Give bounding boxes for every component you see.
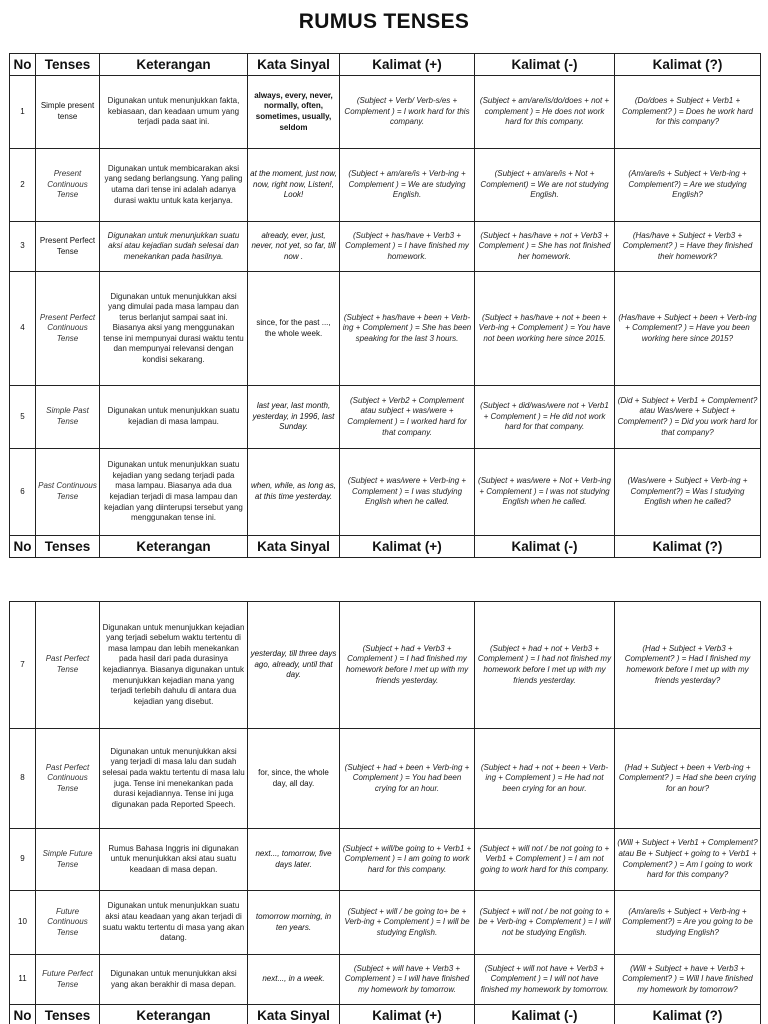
header-kalimat-negatif: Kalimat (-) — [475, 536, 615, 558]
kalimat-positif-cell: (Subject + was/were + Verb-ing + Complement ) = I was studying English when he called. — [340, 449, 475, 536]
kalimat-positif-cell: (Subject + had + Verb3 + Complement ) = I had finished my homework before I met up with my friends yesterday. — [340, 602, 475, 729]
keterangan-cell: Digunakan untuk menunjukkan aksi yang terjadi di masa lalu dan sudah selesai pada waktu tertentu di masa lalu juga. Tense ini menekankan pada durasi kejadiannya. Tense ini juga digunakan pada Reported Speech. — [100, 729, 248, 829]
kalimat-positif-cell: (Subject + had + been + Verb-ing + Complement ) = You had been crying for an hour. — [340, 729, 475, 829]
row-number: 3 — [10, 222, 36, 272]
kalimat-negatif-cell: (Subject + did/was/were not + Verb1 + Complement ) = He did not work hard for that company. — [475, 386, 615, 449]
row-number: 4 — [10, 272, 36, 386]
tenses-table-1 — [9, 53, 761, 558]
header-no: No — [10, 536, 36, 558]
kata-sinyal-cell: yesterday, till three days ago, already, until that day. — [248, 602, 340, 729]
kata-sinyal-cell: for, since, the whole day, all day. — [248, 729, 340, 829]
kalimat-tanya-cell: (Did + Subject + Verb1 + Complement? atau Was/were + Subject + Complement? ) = Did you work hard for that company? — [615, 386, 761, 449]
kalimat-tanya-cell: (Am/are/is + Subject + Verb-ing + Complement?) = Are you going to be studying English? — [615, 891, 761, 955]
header-tenses: Tenses — [36, 536, 100, 558]
kalimat-positif-cell: (Subject + will/be going to + Verb1 + Complement ) = I am going to work hard for this company. — [340, 829, 475, 891]
kalimat-negatif-cell: (Subject + will not have + Verb3 + Complement ) = I will not have finished my homework by tomorrow. — [475, 955, 615, 1005]
table-row — [10, 76, 761, 149]
kalimat-tanya-cell: (Was/were + Subject + Verb-ing + Complement?) = Was I studying English when he called? — [615, 449, 761, 536]
kalimat-negatif-cell: (Subject + has/have + not + been + Verb-ing + Complement ) = You have not been working here since 2015. — [475, 272, 615, 386]
tense-name: Future Perfect Tense — [36, 955, 100, 1005]
table-row — [10, 149, 761, 222]
kalimat-tanya-cell: (Had + Subject + been + Verb-ing + Complement? ) = Had she been crying for an hour? — [615, 729, 761, 829]
header-tenses: Tenses — [36, 54, 100, 76]
keterangan-cell: Digunakan untuk menunjukkan aksi yang dimulai pada masa lampau dan terus berlanjut sampai saat ini. Biasanya aksi yang menggunakan tense ini mempunyai durasi waktu tentu dan mempunyai relevansi dengan kondisi sekarang. — [100, 272, 248, 386]
table-row — [10, 386, 761, 449]
kata-sinyal-cell: always, every, never, normally, often, sometimes, usually, seldom — [248, 76, 340, 149]
row-number: 11 — [10, 955, 36, 1005]
row-number: 9 — [10, 829, 36, 891]
keterangan-cell: Digunakan untuk menunjukkan suatu kejadian di masa lampau. — [100, 386, 248, 449]
page-title: RUMUS TENSES — [298, 10, 470, 33]
header-kata-sinyal: Kata Sinyal — [248, 1005, 340, 1024]
header-no: No — [10, 54, 36, 76]
header-keterangan: Keterangan — [100, 1005, 248, 1024]
kalimat-tanya-cell: (Do/does + Subject + Verb1 + Complement? ) = Does he work hard for this company? — [615, 76, 761, 149]
kata-sinyal-cell: tomorrow morning, in ten years. — [248, 891, 340, 955]
keterangan-cell: Digunakan untuk membicarakan aksi yang sedang berlangsung. Yang paling utama dari tense ini adalah adanya durasi waktu untuk kata kerjanya. — [100, 149, 248, 222]
header-kalimat-positif: Kalimat (+) — [340, 54, 475, 76]
kalimat-tanya-cell: (Has/have + Subject + been + Verb-ing + Complement? ) = Have you been working here since 2015? — [615, 272, 761, 386]
row-number: 1 — [10, 76, 36, 149]
header-keterangan: Keterangan — [100, 54, 248, 76]
kalimat-positif-cell: (Subject + am/are/is + Verb-ing + Complement ) = We are studying English. — [340, 149, 475, 222]
keterangan-cell: Rumus Bahasa Inggris ini digunakan untuk menunjukkan aksi atau suatu keadaan di masa depan. — [100, 829, 248, 891]
kalimat-positif-cell: (Subject + will / be going to+ be + Verb-ing + Complement ) = I will be studying English. — [340, 891, 475, 955]
header-kalimat-tanya: Kalimat (?) — [615, 1005, 761, 1024]
row-number: 10 — [10, 891, 36, 955]
tense-name: Past Continuous Tense — [36, 449, 100, 536]
keterangan-cell: Digunakan untuk menunjukkan kejadian yang terjadi sebelum waktu tertentu di masa lampau dan lebih menekankan pada hasil dari pada durasinya kejadiannya. Biasanya digunakan untuk menunjukkan kejadian mana yang terjadi terlebih dahulu di antara dua kejadian yang disebut. — [100, 602, 248, 729]
tenses-table-2 — [9, 601, 761, 1024]
kalimat-tanya-cell: (Had + Subject + Verb3 + Complement? ) = Had I finished my homework before I met up with my friends yesterday? — [615, 602, 761, 729]
header-row-top — [10, 54, 761, 76]
tense-name: Simple Past Tense — [36, 386, 100, 449]
tense-name: Simple present tense — [36, 76, 100, 149]
keterangan-cell: Digunakan untuk menunjukkan fakta, kebiasaan, dan keadaan umum yang terjadi pada saat ini. — [100, 76, 248, 149]
kalimat-negatif-cell: (Subject + has/have + not + Verb3 + Complement ) = She has not finished her homework. — [475, 222, 615, 272]
kalimat-negatif-cell: (Subject + am/are/is + Not + Complement) = We are not studying English. — [475, 149, 615, 222]
table-row — [10, 449, 761, 536]
tense-name: Past Perfect Continuous Tense — [36, 729, 100, 829]
header-kalimat-positif: Kalimat (+) — [340, 1005, 475, 1024]
kalimat-negatif-cell: (Subject + will not / be not going to + be + Verb-ing + Complement ) = I will not be studying English. — [475, 891, 615, 955]
kalimat-positif-cell: (Subject + has/have + Verb3 + Complement ) = I have finished my homework. — [340, 222, 475, 272]
header-kalimat-positif: Kalimat (+) — [340, 536, 475, 558]
header-kalimat-tanya: Kalimat (?) — [615, 536, 761, 558]
row-number: 8 — [10, 729, 36, 829]
tense-name: Future Continuous Tense — [36, 891, 100, 955]
kalimat-negatif-cell: (Subject + had + not + been + Verb-ing + Complement ) = He had not been crying for an hour. — [475, 729, 615, 829]
kata-sinyal-cell: next..., in a week. — [248, 955, 340, 1005]
tense-name: Simple Future Tense — [36, 829, 100, 891]
kalimat-negatif-cell: (Subject + had + not + Verb3 + Complement ) = I had not finished my homework before I met up with my friends yesterday. — [475, 602, 615, 729]
kata-sinyal-cell: since, for the past ..., the whole week. — [248, 272, 340, 386]
kata-sinyal-cell: next..., tomorrow, five days later. — [248, 829, 340, 891]
header-kata-sinyal: Kata Sinyal — [248, 54, 340, 76]
table-row — [10, 602, 761, 729]
kalimat-tanya-cell: (Will + Subject + Verb1 + Complement? atau Be + Subject + going to + Verb1 + Complement? ) = Am I going to work hard for this company? — [615, 829, 761, 891]
tense-name: Past Perfect Tense — [36, 602, 100, 729]
header-no: No — [10, 1005, 36, 1024]
kalimat-positif-cell: (Subject + will have + Verb3 + Complement ) = I will have finished my homework by tomorrow. — [340, 955, 475, 1005]
kalimat-negatif-cell: (Subject + will not / be not going to + Verb1 + Complement ) = I am not going to work hard for this company. — [475, 829, 615, 891]
kalimat-tanya-cell: (Has/have + Subject + Verb3 + Complement? ) = Have they finished their homework? — [615, 222, 761, 272]
header-keterangan: Keterangan — [100, 536, 248, 558]
header-row-bottom — [10, 1005, 761, 1024]
header-row-bottom — [10, 536, 761, 558]
table-row — [10, 729, 761, 829]
table-row — [10, 891, 761, 955]
table-row — [10, 955, 761, 1005]
row-number: 2 — [10, 149, 36, 222]
keterangan-cell: Digunakan untuk menunjukkan aksi yang akan berakhir di masa depan. — [100, 955, 248, 1005]
row-number: 5 — [10, 386, 36, 449]
row-number: 7 — [10, 602, 36, 729]
keterangan-cell: Digunakan untuk menunjukkan suatu aksi atau kejadian sudah selesai dan menekankan pada hasilnya. — [100, 222, 248, 272]
header-kata-sinyal: Kata Sinyal — [248, 536, 340, 558]
table-row — [10, 272, 761, 386]
kalimat-tanya-cell: (Will + Subject + have + Verb3 + Complement? ) = Will I have finished my homework by tomorrow? — [615, 955, 761, 1005]
kalimat-tanya-cell: (Am/are/is + Subject + Verb-ing + Complement?) = Are we studying English? — [615, 149, 761, 222]
kalimat-negatif-cell: (Subject + was/were + Not + Verb-ing + Complement ) = I was not studying English when he called. — [475, 449, 615, 536]
table-row — [10, 222, 761, 272]
tense-name: Present Continuous Tense — [36, 149, 100, 222]
kalimat-positif-cell: (Subject + has/have + been + Verb-ing + Complement ) = She has been speaking for the last 3 hours. — [340, 272, 475, 386]
keterangan-cell: Digunakan untuk menunjukkan suatu aksi atau keadaan yang akan terjadi di suatu waktu tertentu di masa yang akan datang. — [100, 891, 248, 955]
row-number: 6 — [10, 449, 36, 536]
header-kalimat-negatif: Kalimat (-) — [475, 54, 615, 76]
header-tenses: Tenses — [36, 1005, 100, 1024]
header-kalimat-tanya: Kalimat (?) — [615, 54, 761, 76]
kalimat-negatif-cell: (Subject + am/are/is/do/does + not + complement ) = He does not work hard for this company. — [475, 76, 615, 149]
kata-sinyal-cell: at the moment, just now, now, right now, Listen!, Look! — [248, 149, 340, 222]
kata-sinyal-cell: when, while, as long as, at this time yesterday. — [248, 449, 340, 536]
keterangan-cell: Digunakan untuk menunjukkan suatu kejadian yang sedang terjadi pada masa lampau. Biasanya ada dua kejadian terjadi di masa lampau dan kejadian yang diinterupsi tersebut yang menggunakan tense ini. — [100, 449, 248, 536]
kalimat-positif-cell: (Subject + Verb/ Verb-s/es + Complement ) = I work hard for this company. — [340, 76, 475, 149]
header-kalimat-negatif: Kalimat (-) — [475, 1005, 615, 1024]
kata-sinyal-cell: already, ever, just, never, not yet, so far, till now . — [248, 222, 340, 272]
kata-sinyal-cell: last year, last month, yesterday, in 1996, last Sunday. — [248, 386, 340, 449]
kalimat-positif-cell: (Subject + Verb2 + Complement atau subject + was/were + Complement ) = I worked hard for that company. — [340, 386, 475, 449]
tense-name: Present Perfect Tense — [36, 222, 100, 272]
tense-name: Present Perfect Continuous Tense — [36, 272, 100, 386]
table-row — [10, 829, 761, 891]
